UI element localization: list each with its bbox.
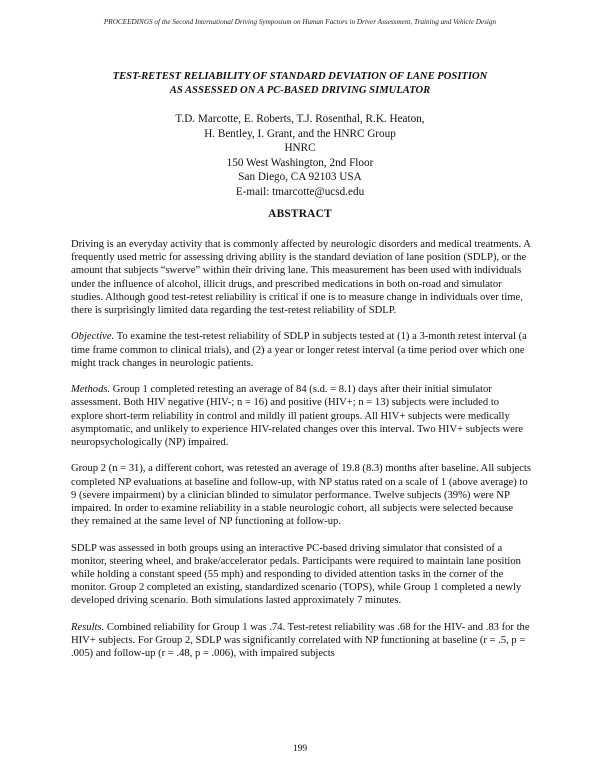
affiliation: HNRC [284, 142, 316, 155]
methods-label: Methods. [71, 384, 111, 396]
abstract-heading: ABSTRACT [268, 208, 332, 220]
objective-paragraph [71, 330, 533, 370]
author-email: E-mail: tmarcotte@ucsd.edu [235, 185, 365, 198]
results-text: Combined reliability for Group 1 was .74. Test-retest reliability was .68 for the HIV- and .83 for the HIV+ subjects. For Group 2, SDLP was significantly correlated with NP functioning at baseline (r = .5, p = .005) and follow-up (r = .48, p = .006), with impaired subjects [71, 621, 530, 660]
objective-text: To examine the test-retest reliability of SDLP in subjects tested at (1) a 3-month retest interval (a time frame common to clinical trials), and (2) a year or longer retest interval (a time period over which one might track changes in neurologic patients. [71, 331, 527, 369]
title-line-2: AS ASSESSED ON A PC-BASED DRIVING SIMULATOR [169, 85, 431, 96]
paper-title [40, 70, 560, 98]
title-line-1: TEST-RETEST RELIABILITY OF STANDARD DEVIATION OF LANE POSITION [112, 71, 488, 82]
objective-label: Objective. [71, 331, 115, 343]
address-line-2: San Diego, CA 92103 USA [238, 171, 362, 184]
methods-text: Group 1 completed retesting an average of 84 (s.d. = 8.1) days after their initial simulator assessment. Both HIV negative (HIV-; n = 16) and positive (HIV+; n = 13) subjects were included to explore short-term reliability in control and mildly ill patient groups. All HIV+ subjects were medically asymptomatic, and unlikely to experience HIV-related changes over this interval. Two HIV+ subjects were neuropsychologically (NP) impaired. [71, 384, 524, 449]
page-number: 199 [292, 744, 308, 754]
authors-line-1: T.D. Marcotte, E. Roberts, T.J. Rosenthal, R.K. Heaton, [175, 113, 425, 125]
address-line-1: 150 West Washington, 2nd Floor [226, 156, 374, 169]
running-header: PROCEEDINGS of the Second International Driving Symposium on Human Factors in Driver Assessment, Training and Vehicle Design [103, 18, 497, 26]
author-block [40, 112, 560, 200]
intro-paragraph: Driving is an everyday activity that is commonly affected by neurologic disorders and medical treatments. A frequently used metric for assessing driving ability is the standard deviation of lane position (SDLP), or the amount that subjects “swerve” within their driving lane. This measurement has been used with individuals under the influence of alcohol, illicit drugs, and prescribed medications in both on-road and simulator studies. Although good test-retest reliability is critical if one is to measure change in individuals over time, there is surprisingly limited data regarding the test-retest reliability of SDLP. [71, 239, 531, 317]
abstract-body [71, 238, 533, 674]
results-label: Results. [71, 621, 105, 633]
group2-paragraph: Group 2 (n = 31), a different cohort, was retested an average of 19.8 (8.3) months after baseline. All subjects completed NP evaluations at baseline and follow-up, with NP status rated on a scale of 1 (above average) to 9 (severe impairment) by a clinician blinded to simulator performance. Twelve subjects (39%) were NP impaired. In order to examine reliability in a stable neurologic cohort, all subjects were selected because they remained at the same level of NP functioning at follow-up. [71, 463, 531, 528]
sdlp-paragraph: SDLP was assessed in both groups using an interactive PC-based driving simulator that consisted of a monitor, steering wheel, and brake/accelerator pedals. Participants were required to maintain lane position while holding a constant speed (55 mph) and responding to divided attention tasks in the corner of the monitor. Group 2 completed an existing, standardized scenario (TOPS), while Group 1 completed a newly developed driving scenario. Both simulations lasted approximately 7 minutes. [71, 542, 522, 607]
methods-paragraph [71, 383, 533, 449]
authors-line-2: H. Bentley, I. Grant, and the HNRC Group [204, 127, 396, 140]
results-paragraph [71, 621, 533, 661]
